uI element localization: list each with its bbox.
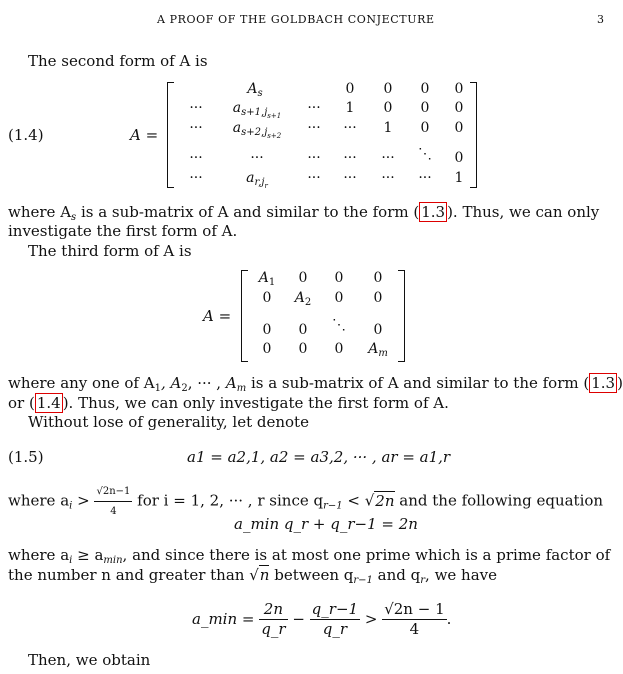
matrix-cell: ···: [250, 150, 264, 166]
matrix-cell: ···: [343, 120, 357, 136]
fraction: $\frac{2n}{q\_r}$: [261, 600, 286, 638]
matrix-cell: 1: [454, 170, 464, 186]
matrix-cell: 0: [262, 322, 272, 338]
matrix-cell: 0: [420, 100, 430, 116]
matrix-cell: 0: [345, 81, 355, 97]
paragraph-where-as: where $A_s$ is a sub-matrix of A and similar to the form ( 1.3 ). Thus, we can only: [8, 203, 600, 223]
matrix-cell: ···: [381, 150, 395, 166]
matrix-cell: 0: [420, 120, 430, 136]
matrix-cell: ···: [307, 170, 321, 186]
matrix-cell: ⋱: [418, 146, 432, 162]
matrix-cell: 0: [373, 270, 383, 286]
matrix-cell: 0: [420, 81, 430, 97]
matrix-cell: ···: [307, 150, 321, 166]
matrix-cell: 0: [334, 270, 344, 286]
matrix-cell: ···: [189, 170, 203, 186]
matrix-cell: 0: [454, 81, 464, 97]
matrix-cell: $a_{r,j_r}$: [246, 170, 268, 190]
matrix-cell: 0: [298, 270, 308, 286]
matrix-cell: ···: [343, 170, 357, 186]
reference-link-1-3[interactable]: 1.3: [591, 374, 616, 392]
matrix-cell: ···: [343, 150, 357, 166]
paragraph-where-any: where any one of $A_1$, $A_2$, ··· , $A_m$ is a sub-matrix of A and similar to the form ( 1.3 ): [8, 374, 623, 394]
matrix-cell: 0: [454, 150, 464, 166]
equation-amin: a_min q_r + q_r−1 = 2n: [234, 515, 418, 533]
matrix-cell: $A_2$: [294, 290, 312, 308]
matrix-cell: ···: [381, 170, 395, 186]
equation-1-5: a1 = a2,1, a2 = a3,2, ··· , ar = a1,r: [187, 448, 451, 466]
matrix-cell: 0: [262, 341, 272, 357]
paragraph-then: Then, we obtain: [28, 651, 151, 669]
fraction: $\frac{√2n-1}{4}$: [94, 482, 132, 521]
matrix-cell: $A_1$: [258, 270, 276, 288]
matrix-cell: 0: [383, 81, 393, 97]
matrix-cell: ···: [189, 120, 203, 136]
paragraph-investigate: investigate the first form of A.: [8, 222, 238, 240]
reference-link-1-3[interactable]: 1.3: [421, 203, 446, 221]
paragraph-without: Without lose of generality, let denote: [28, 413, 309, 431]
matrix-lhs-1-4: A =: [130, 126, 159, 144]
matrix-cell: ···: [307, 100, 321, 116]
matrix-cell: 0: [262, 290, 272, 306]
paragraph-where-ge: where $a_i \ge a_{min}$, and since there is at most one prime which is a prime factor of: [8, 546, 611, 566]
matrix-cell: $a_{s+2,j_{s+2}}$: [232, 120, 282, 140]
matrix-cell: $A_m$: [368, 341, 388, 359]
equation-bound: a_min = $\frac{2n}{q\_r}$ − $\frac{q\_r-1}{q\_r}$ > $\frac{√2n - 1}{4}$ .: [192, 600, 452, 638]
fraction: $\frac{q\_r-1}{q\_r}$: [311, 600, 359, 638]
matrix-cell: ···: [189, 100, 203, 116]
header-title: A PROOF OF THE GOLDBACH CONJECTURE: [157, 13, 435, 26]
matrix-cell: $a_{s+1,j_{s+1}}$: [232, 100, 282, 120]
paragraph-number: the number n and greater than √n between $q_{r-1}$ and $q_r$, we have: [8, 566, 498, 586]
paragraph-where-ai: where $a_i$ > $\frac{√2n-1}{4}$ for i = 1, 2, ··· , r since $q_{r-1} < √2n$ and the following equation: [8, 482, 603, 521]
matrix-cell: 0: [373, 322, 383, 338]
matrix-cell: 0: [334, 341, 344, 357]
matrix-cell: 1: [345, 100, 355, 116]
fraction: $\frac{√2n - 1}{4}$: [384, 600, 445, 638]
matrix-lhs-third: A =: [203, 307, 232, 325]
matrix-cell: 0: [298, 341, 308, 357]
paragraph-second-form: The second form of A is: [28, 52, 208, 70]
page-number: 3: [597, 13, 605, 26]
equation-label-1-4: (1.4): [8, 126, 44, 144]
matrix-cell: ···: [418, 170, 432, 186]
matrix-cell: ⋱: [332, 317, 346, 333]
matrix-cell: 1: [383, 120, 393, 136]
matrix-cell: $A_s$: [247, 81, 263, 99]
matrix-cell: 0: [298, 322, 308, 338]
paragraph-third-form: The third form of A is: [28, 242, 192, 260]
matrix-cell: 0: [454, 100, 464, 116]
paragraph-or: or ( 1.4 ). Thus, we can only investigate the first form of A.: [8, 394, 449, 412]
matrix-left-bracket: [167, 82, 174, 188]
matrix-cell: ···: [307, 120, 321, 136]
matrix-cell: 0: [373, 290, 383, 306]
matrix-cell: ···: [189, 150, 203, 166]
matrix-cell: 0: [383, 100, 393, 116]
matrix-right-bracket: [398, 270, 405, 362]
equation-label-1-5: (1.5): [8, 448, 44, 466]
matrix-cell: 0: [454, 120, 464, 136]
reference-link-1-4[interactable]: 1.4: [36, 394, 61, 412]
matrix-cell: 0: [334, 290, 344, 306]
